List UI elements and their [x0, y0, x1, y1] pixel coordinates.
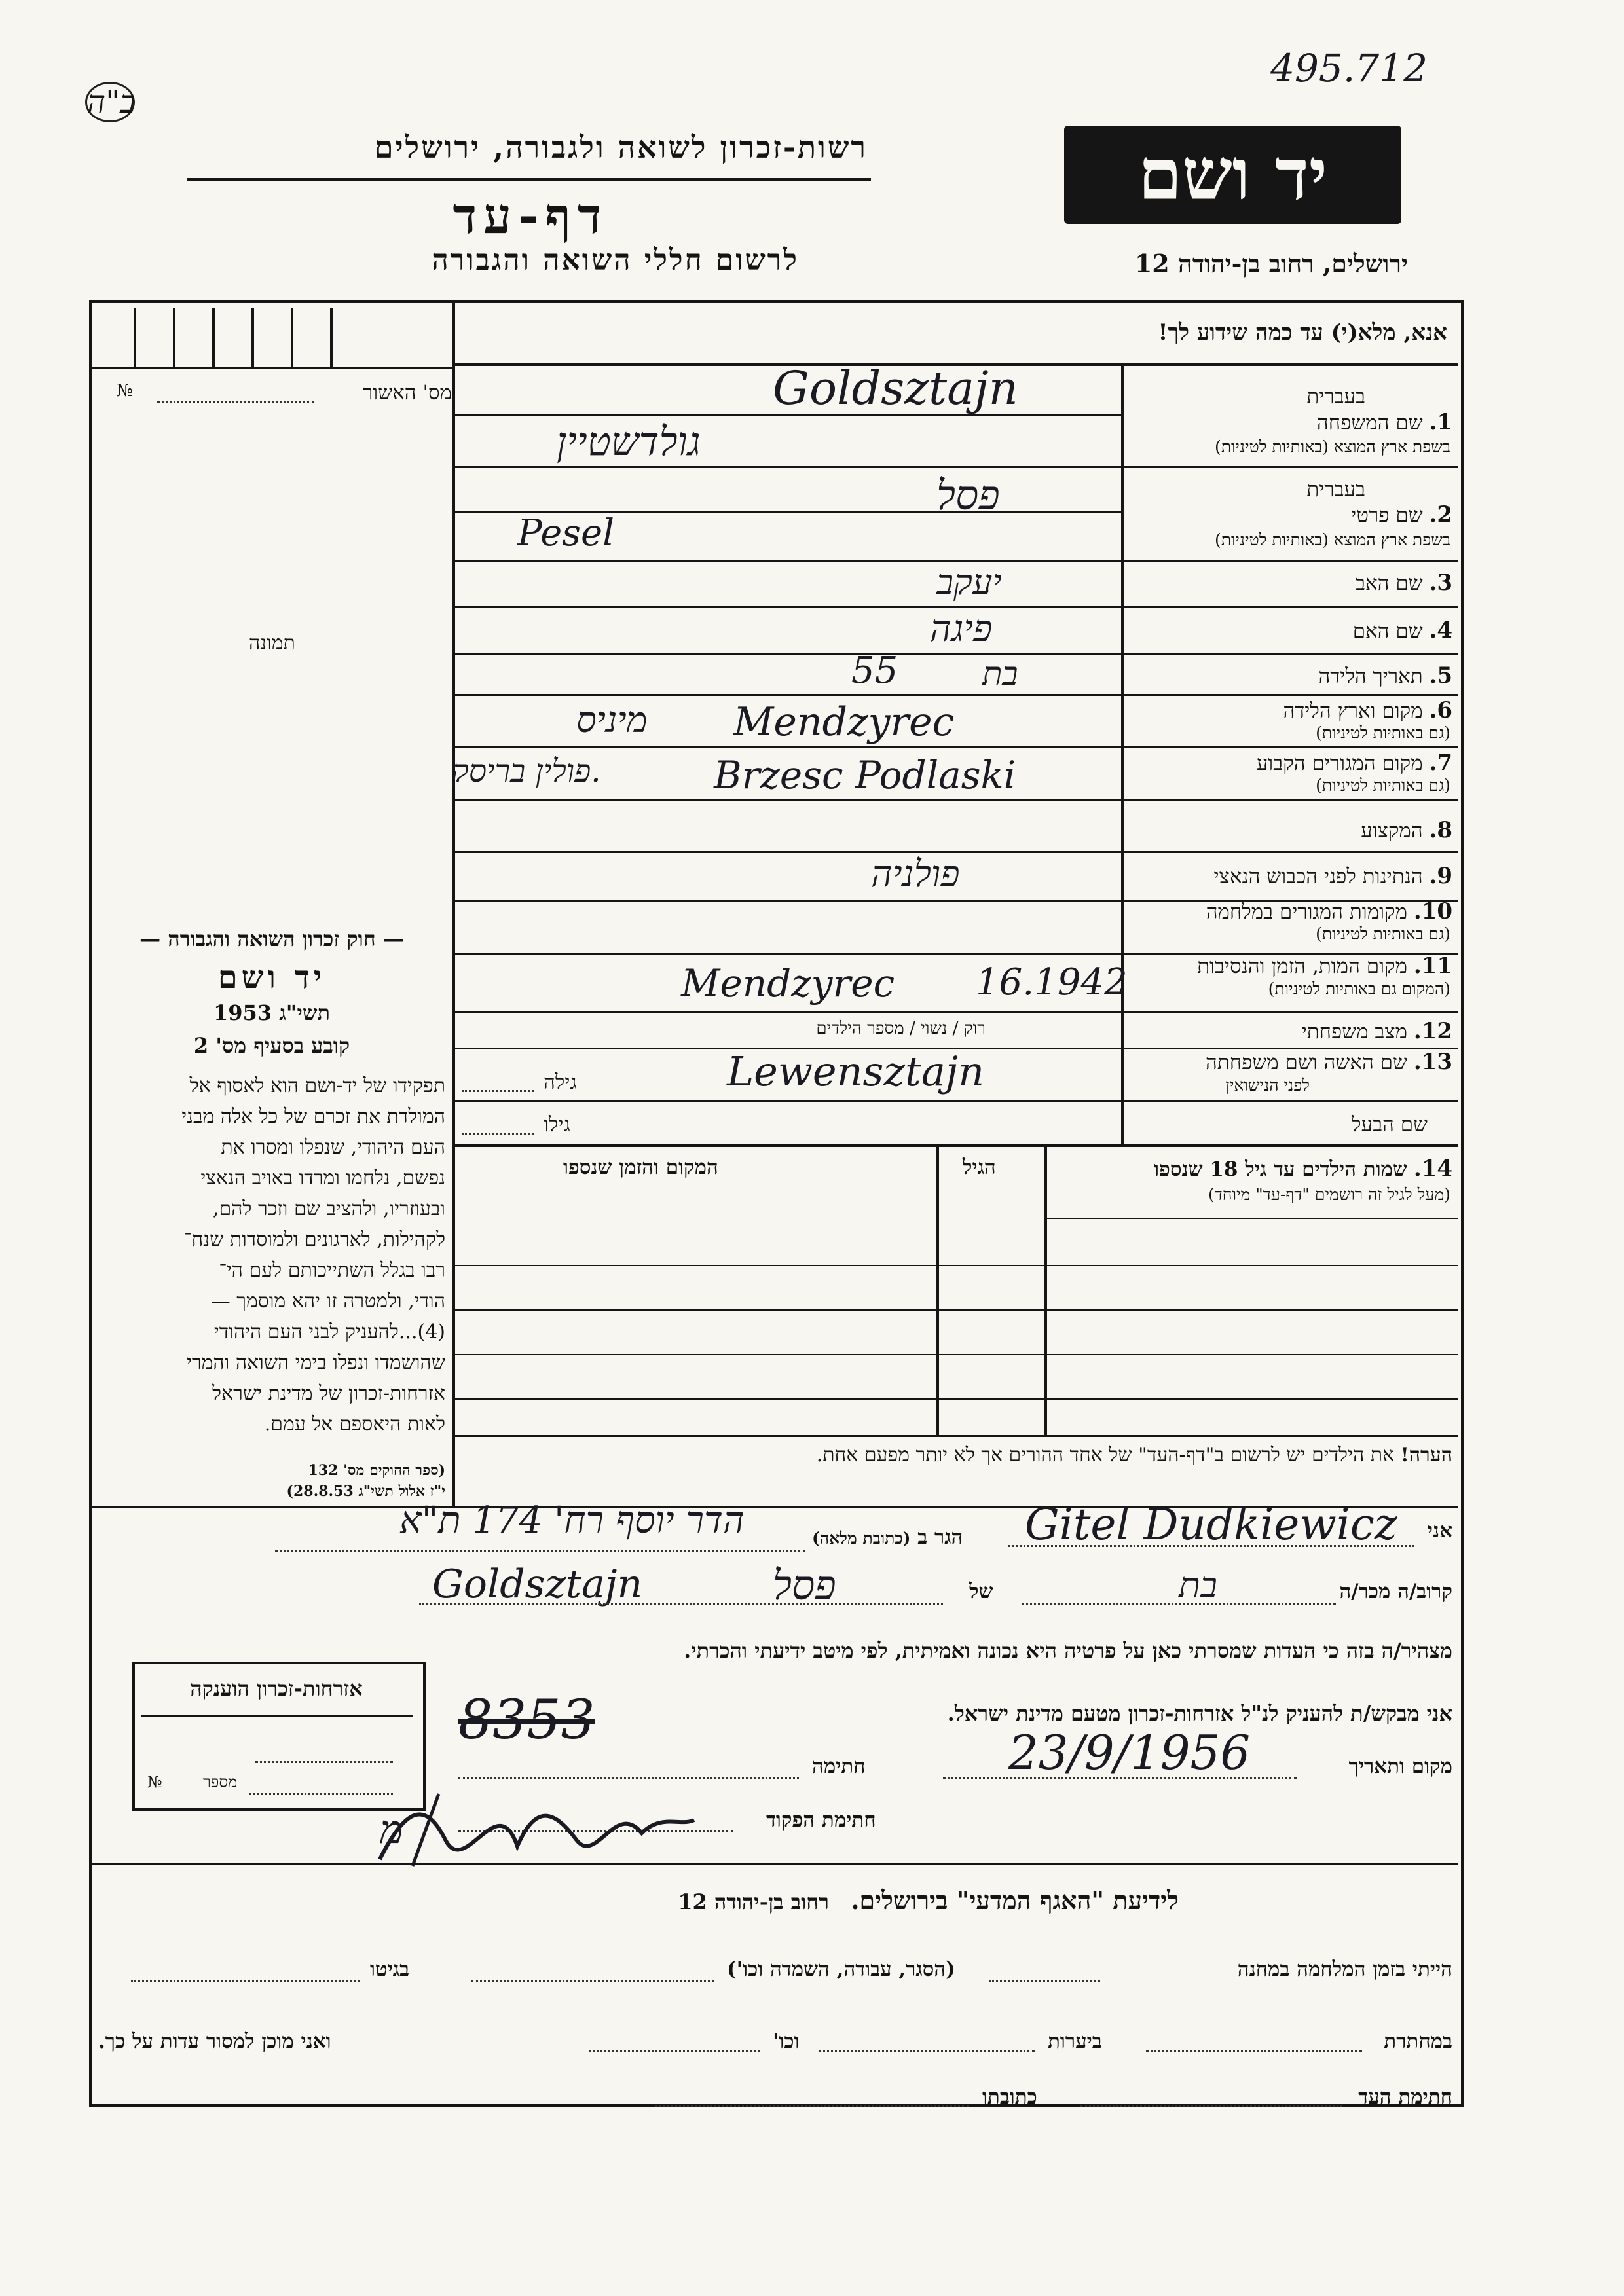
footer-title [678, 1886, 1179, 1916]
law-section: קובע בסעיף מס' 2 [193, 1033, 350, 1058]
field-2-label [1351, 501, 1452, 528]
field-10-title: מקומות המגורים במלחמה [1206, 900, 1407, 924]
field-9-num: 9. [1429, 863, 1452, 889]
approval-no-mark: № [117, 381, 133, 401]
field-7-title: מקום המגורים הקבוע [1256, 752, 1423, 775]
children-label [1154, 1156, 1452, 1182]
field-2-title: שם פרטי [1351, 503, 1423, 527]
approval-no-label: מס' האשור [363, 381, 452, 405]
field-5-num: 5. [1429, 663, 1452, 689]
field-7-value-latin[interactable]: Brzesc Podlaski [714, 753, 1016, 797]
field-9-title: הנתינות לפני הכבוש הנאצי [1213, 865, 1423, 888]
law-line: הודי, ולמטרה זו יהא מוסמך — [210, 1290, 445, 1313]
certificate-no-mark: № [147, 1773, 162, 1791]
field-4-value[interactable]: פיגה [930, 608, 993, 650]
field-7-value-prefix[interactable]: .פולין בריסק [452, 753, 601, 790]
husband-label: שם הבעל [1352, 1113, 1428, 1137]
declaration-i-value[interactable]: Gitel Dudkiewicz [1025, 1499, 1397, 1550]
field-11-sub: (המקום גם באותיות לטיניות) [1268, 979, 1450, 998]
footer-etc-field[interactable] [589, 2050, 760, 2052]
field-6-value[interactable]: מיניס [576, 699, 648, 740]
law-line: לאות היאספם אל עמם. [264, 1413, 445, 1436]
law-source-line: (ספר החוקים מס' 132 [308, 1462, 445, 1479]
children-sub: (מעל לגיל זה רושמים "דף-עד" מיוחד) [1208, 1185, 1450, 1204]
field-7-label [1257, 750, 1452, 776]
field-2-value-latin[interactable]: Pesel [517, 512, 615, 555]
field-13-label [1206, 1049, 1452, 1075]
field-1-num: 1. [1429, 409, 1452, 435]
field-12-title: מצב משפחתי [1301, 1020, 1407, 1044]
official-signature-scribble [367, 1761, 707, 1879]
official-signature: מ [380, 1807, 403, 1853]
footer-camp-type-field[interactable] [471, 1980, 714, 1982]
declaration-address-value[interactable]: הדר יוסף רח' 174 ת"א [399, 1499, 745, 1542]
law-line: תפקידו של יד-ושם הוא לאסוף אל [189, 1074, 445, 1097]
field-11-value-latin[interactable]: Mendzyrec [681, 961, 895, 1006]
field-3-num: 3. [1429, 570, 1452, 596]
field-11-value-date[interactable]: 16.1942 [976, 961, 1128, 1004]
address: ירושלים, רחוב בן-יהודה 12 [1134, 249, 1408, 278]
witness-signature-field[interactable] [1080, 2105, 1342, 2107]
of-label: של [969, 1580, 993, 1603]
note-text: את הילדים יש לרשום ב"דף-העד" של אחד ההורים אך לא יותר מפעם אחת. [816, 1444, 1395, 1467]
archive-number: 495.712 [1270, 46, 1428, 90]
footer-line2-a: במחתרת [1384, 2030, 1452, 2053]
footer-ghetto-field[interactable] [131, 1980, 360, 1982]
field-7-num: 7. [1429, 750, 1452, 776]
declaration-request: אני מבקש/ת להעניק לנ"ל אזרחות-זכרון מטעם מדינת ישראל. [947, 1701, 1452, 1726]
field-8-title: המקצוע [1361, 819, 1423, 843]
field-1-title: שם המשפחה [1316, 411, 1423, 435]
field-1-label [1317, 409, 1452, 435]
field-13-age-label: גילה [544, 1070, 577, 1094]
field-4-label [1353, 617, 1452, 644]
field-2-num: 2. [1429, 501, 1452, 528]
field-13-value-latin[interactable]: Lewensztajn [727, 1048, 985, 1095]
footer-forest-field[interactable] [819, 2050, 1035, 2052]
footer-line3-a: חתימת העד [1358, 2085, 1452, 2109]
law-line: אזרחות-זכרון של מדינת ישראל [212, 1382, 445, 1405]
form-subtitle: לרשום חללי השואה והגבורה [432, 244, 799, 277]
field-12-label [1302, 1018, 1452, 1044]
footer-underground-field[interactable] [1146, 2050, 1362, 2052]
declaration-i-label: אני [1427, 1519, 1452, 1542]
field-10-num: 10. [1413, 898, 1452, 924]
law-source [98, 1460, 445, 1502]
field-8-label [1361, 817, 1452, 843]
certificate-handwritten-number: 8353 [458, 1689, 595, 1751]
field-5-label [1318, 663, 1452, 689]
field-13-title: שם האשה ושם משפחתה [1206, 1051, 1407, 1074]
field-4-num: 4. [1429, 617, 1452, 644]
footer-title-text: לידיעת "האגף המדעי" בירושלים. [851, 1886, 1179, 1915]
certificate-no-label: מספר [203, 1773, 238, 1791]
footer-line2-b: ביערות [1048, 2030, 1102, 2053]
field-2-sub: בשפת ארץ המוצא (באותיות לטיניות) [1215, 530, 1450, 549]
field-6-label [1283, 697, 1452, 723]
field-3-value[interactable]: יעקב [936, 562, 1002, 603]
address-hint: (כתובת מלאה) [812, 1529, 911, 1548]
official-signature-label: חתימת הפקוד [766, 1808, 876, 1832]
field-6-title: מקום וארץ הלידה [1283, 699, 1423, 723]
field-9-value[interactable]: פולניה [871, 853, 960, 896]
relative-label: קרוב/ה מכר/ה [1339, 1580, 1452, 1603]
authority-name: רשות-זכרון לשואה ולגבורה, ירושלים [374, 130, 868, 165]
yad-vashem-logo [1064, 126, 1401, 224]
of-value-latin[interactable]: Goldsztajn [432, 1561, 643, 1607]
field-11-title: מקום המות, הזמן והנסיבות [1197, 955, 1407, 978]
footer-line2-c: וכו' [773, 2030, 800, 2053]
law-line: (4)...להעניק לבני העם היהודי [213, 1321, 445, 1343]
footer-line2-d: ואני מוכן למסור עדות על כך. [98, 2030, 331, 2053]
of-value-hebrew[interactable]: פסל [773, 1561, 836, 1609]
relative-value[interactable]: בת [1179, 1565, 1217, 1606]
lives-label: הגר ב [917, 1525, 963, 1549]
field-13-age-field[interactable] [462, 1090, 534, 1092]
field-8-num: 8. [1429, 817, 1452, 843]
footer-line3-b: כתובתו [982, 2085, 1037, 2109]
field-1-hebrew-hint: בעברית [1306, 385, 1365, 409]
field-6-value-latin[interactable]: Mendzyrec [733, 699, 955, 745]
children-title: שמות הילדים עד גיל 18 שנספו [1154, 1157, 1407, 1181]
footer-camp-field[interactable] [989, 1980, 1100, 1982]
footer-line1-a: הייתי בזמן המלחמה במחנה [1237, 1958, 1452, 1981]
field-12-options[interactable]: רוק / נשוי / מספר הילדים [816, 1019, 986, 1038]
field-10-label [1206, 898, 1452, 924]
footer-line1-c: בגיטו [370, 1958, 409, 1981]
field-10-sub: (גם באותיות לטיניות) [1316, 924, 1450, 943]
law-year: תשי"ג 1953 [213, 1000, 330, 1025]
approval-tick-boxes [89, 301, 453, 367]
field-5-value-age[interactable]: 55 [851, 649, 898, 692]
field-7-sub: (גם באותיות לטיניות) [1316, 776, 1450, 795]
field-4-title: שם האם [1352, 619, 1423, 643]
corner-mark: ב"ה [85, 82, 135, 122]
law-text [98, 1070, 445, 1440]
law-source-line: י"ז אלול תשי"ג 28.8.53) [286, 1483, 445, 1500]
field-5-value[interactable]: בת [982, 655, 1018, 693]
place-date-value[interactable]: 23/9/1956 [1008, 1725, 1251, 1780]
husband-age-field[interactable] [462, 1133, 534, 1135]
field-6-num: 6. [1429, 697, 1452, 723]
children-num: 14. [1413, 1156, 1452, 1182]
field-11-label [1197, 953, 1452, 979]
field-12-num: 12. [1413, 1018, 1452, 1044]
footer-line1-b: (הסגר, עבודה, השמדה וכו') [727, 1958, 955, 1981]
form-title: דף-עד [452, 187, 608, 245]
law-name: יד ושם [217, 959, 326, 996]
witness-address-field[interactable] [655, 2105, 969, 2107]
law-line: נפשם, נלחמו ומרדו באויב הנאצי [200, 1167, 445, 1190]
law-line: שהושמדו ונפלו בימי השואה והמרי [186, 1351, 445, 1374]
field-5-title: תאריך הלידה [1318, 665, 1423, 688]
law-line: העם היהודי, שנפלו ומסרו את [221, 1136, 445, 1159]
field-1-value-latin[interactable]: Goldsztajn [773, 361, 1018, 415]
field-3-label [1356, 570, 1452, 596]
children-col-age: הגיל [963, 1156, 996, 1179]
approval-no-field[interactable] [157, 401, 314, 403]
field-1-value-hebrew[interactable]: גולדשטיין [557, 419, 701, 465]
certificate-title: אזרחות-זכרון הוענקה [190, 1676, 363, 1701]
place-date-label: מקום ותאריך [1348, 1755, 1452, 1778]
field-13-sub: לפני הנישואין [1225, 1076, 1310, 1095]
note [817, 1444, 1452, 1467]
signature-label: חתימה [812, 1755, 866, 1778]
photo-label: תמונה [249, 632, 295, 655]
declaration-statement: מצהיר/ה בזה כי העדות שמסרתי כאן על פרטיה היא נכונה ואמיתית, לפי מיטב ידיעתי והכרתי. [684, 1638, 1452, 1663]
law-line: לקהילות, לארגונים ולמוסדות שנח־ [184, 1228, 445, 1251]
husband-age-label: גילו [544, 1113, 570, 1137]
law-line: רבו בגלל השתייכותם לעם הי־ [219, 1259, 445, 1282]
field-9-label [1214, 863, 1452, 889]
field-1-sub: בשפת ארץ המוצא (באותיות לטיניות) [1215, 437, 1450, 456]
footer-address: רחוב בן-יהודה 12 [678, 1889, 829, 1914]
note-label: הערה! [1400, 1444, 1452, 1467]
field-13-num: 13. [1413, 1049, 1452, 1075]
law-line: המולדת את זכרם של כל אלה מבני [181, 1105, 445, 1128]
instruction: אנא, מלא(י) עד כמה שידוע לך! [1158, 319, 1447, 346]
field-2-value-hebrew[interactable]: פסל [936, 471, 1000, 519]
law-line: ובעוזריו, ולהציב שם וזכר להם, [212, 1197, 445, 1220]
field-2-hebrew-hint: בעברית [1306, 478, 1365, 501]
field-3-title: שם האב [1356, 572, 1423, 595]
field-11-num: 11. [1413, 953, 1452, 979]
field-6-sub: (גם באותיות לטיניות) [1316, 723, 1450, 742]
law-title: — חוק זכרון השואה והגבורה — [139, 926, 404, 951]
declaration-lives-label [812, 1525, 963, 1549]
children-col-place: המקום והזמן שנספו [563, 1156, 718, 1179]
logo-text: יד ושם [1137, 134, 1328, 216]
